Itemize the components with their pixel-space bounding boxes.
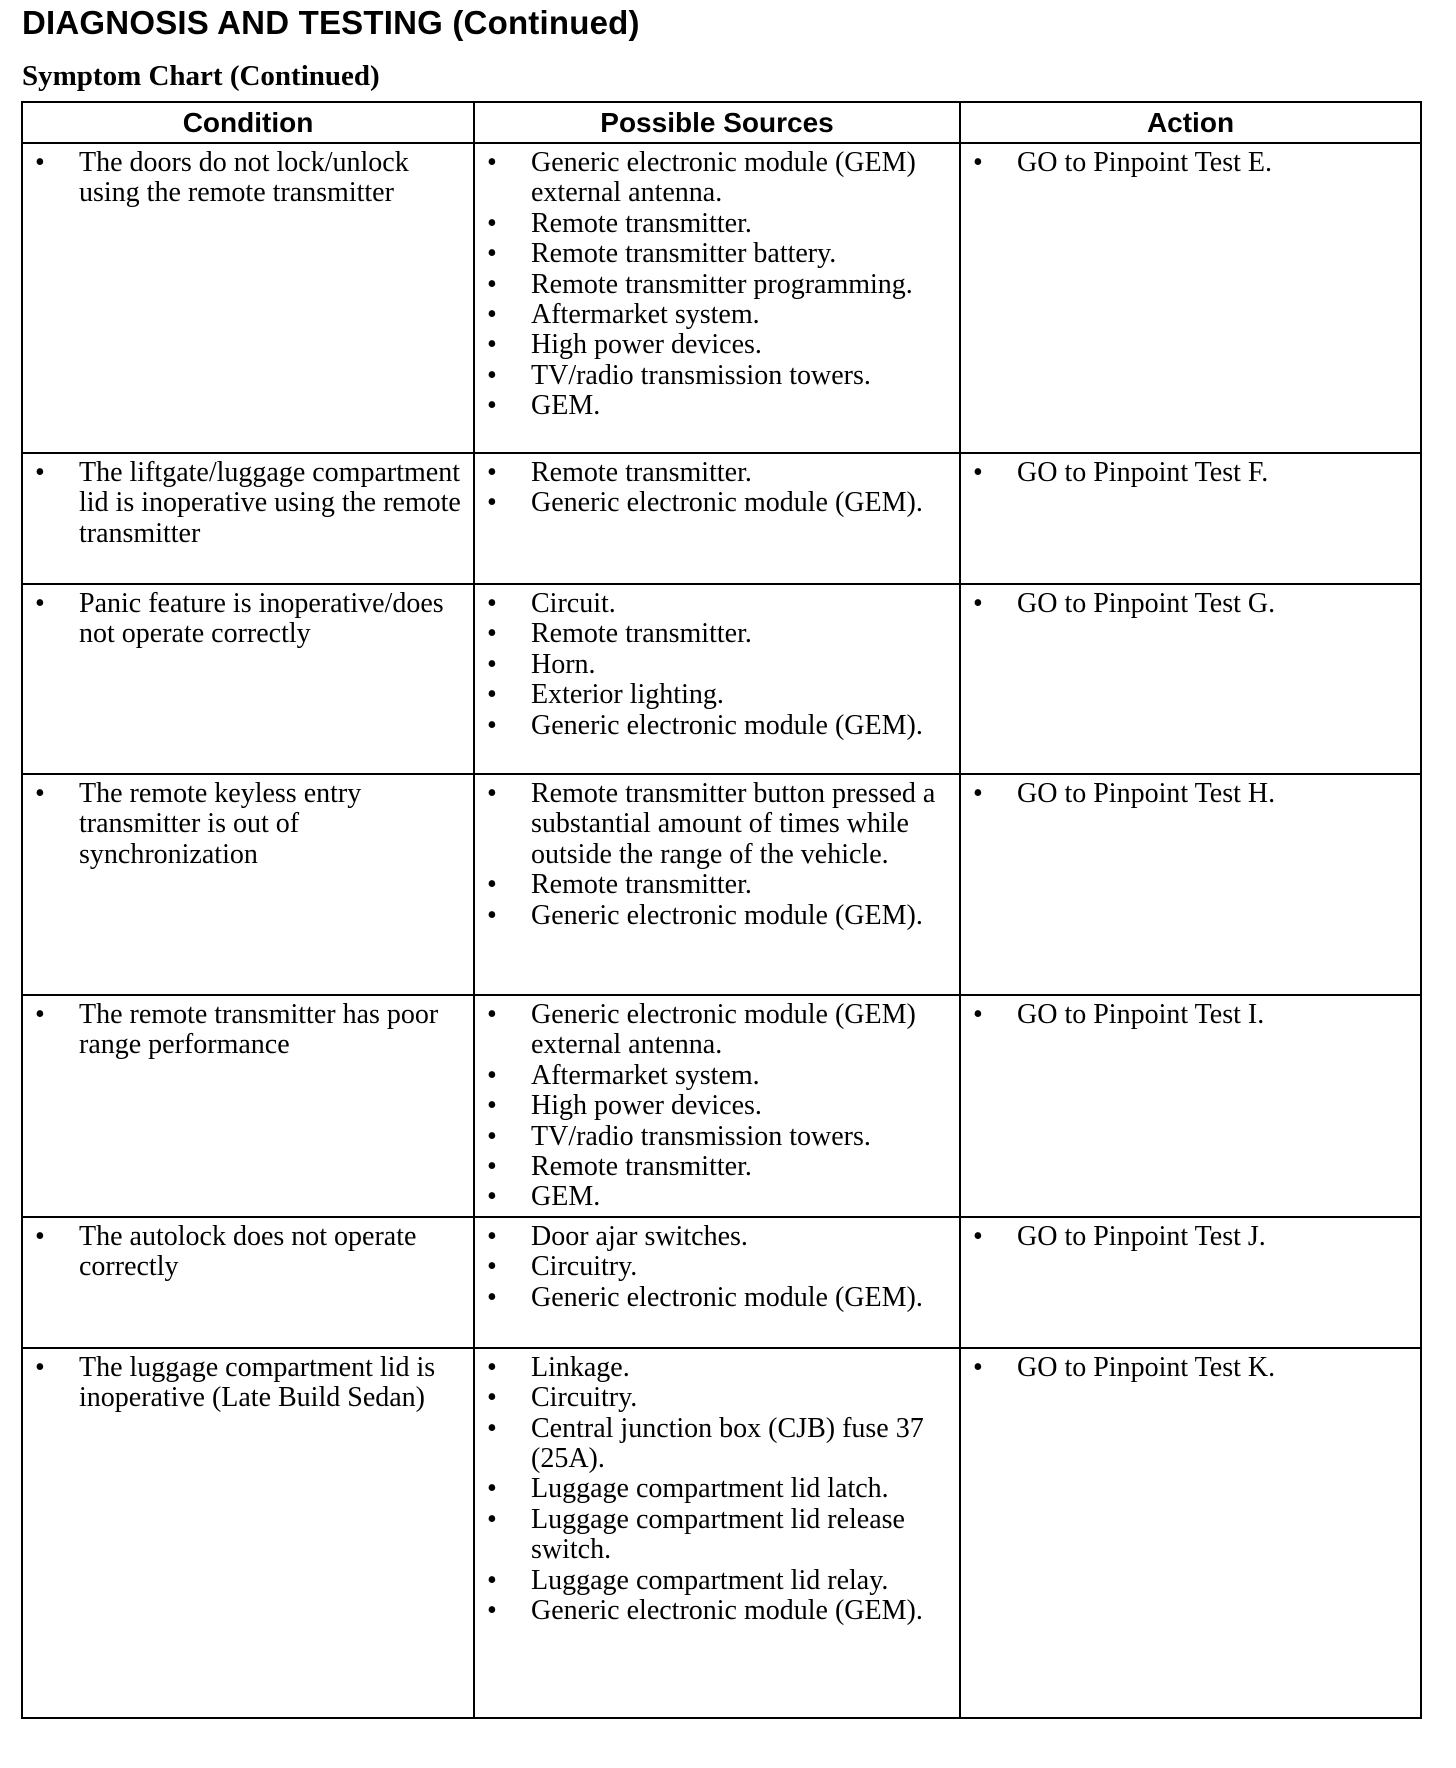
condition-item: • The luggage compartment lid is inoperative (Late Build Sedan) [35, 1353, 465, 1414]
possible-sources-cell [474, 774, 960, 995]
possible-sources-cell [474, 453, 960, 584]
possible-sources-list [487, 589, 951, 741]
possible-sources-list [487, 458, 951, 519]
action-cell [960, 774, 1421, 995]
condition-item: • The liftgate/luggage compartment lid is inoperative using the remote transmitter [35, 458, 465, 549]
action-list [973, 1000, 1412, 1030]
possible-sources-list [487, 1353, 951, 1627]
source-item: • Generic electronic module (GEM). [487, 488, 951, 518]
condition-item: • The autolock does not operate correctly [35, 1222, 465, 1283]
source-item: • Generic electronic module (GEM) external antenna. [487, 148, 951, 209]
condition-cell [22, 143, 474, 453]
source-item: • Door ajar switches. [487, 1222, 951, 1252]
source-item: • Remote transmitter. [487, 209, 951, 239]
condition-cell [22, 995, 474, 1217]
source-item: • Circuitry. [487, 1383, 951, 1413]
source-item: • Generic electronic module (GEM). [487, 1596, 951, 1626]
possible-sources-cell [474, 995, 960, 1217]
action-cell [960, 143, 1421, 453]
action-list [973, 779, 1412, 809]
action-cell [960, 1217, 1421, 1348]
source-item: • Generic electronic module (GEM). [487, 901, 951, 931]
column-header-action: Action [960, 102, 1421, 143]
condition-cell [22, 453, 474, 584]
table-row [22, 1348, 1421, 1718]
action-item: • GO to Pinpoint Test E. [973, 148, 1412, 178]
source-item: • Aftermarket system. [487, 300, 951, 330]
possible-sources-cell [474, 1348, 960, 1718]
source-item: • Aftermarket system. [487, 1061, 951, 1091]
source-item: • Remote transmitter battery. [487, 239, 951, 269]
action-list [973, 458, 1412, 488]
table-row [22, 143, 1421, 453]
action-list [973, 148, 1412, 178]
condition-cell [22, 584, 474, 774]
source-item: • Luggage compartment lid latch. [487, 1474, 951, 1504]
condition-list [35, 458, 465, 549]
source-item: • Circuitry. [487, 1252, 951, 1282]
source-item: • Luggage compartment lid relay. [487, 1566, 951, 1596]
possible-sources-list [487, 1000, 951, 1213]
action-list [973, 589, 1412, 619]
action-item: • GO to Pinpoint Test J. [973, 1222, 1412, 1252]
table-row [22, 774, 1421, 995]
source-item: • Circuit. [487, 589, 951, 619]
source-item: • Horn. [487, 650, 951, 680]
action-item: • GO to Pinpoint Test H. [973, 779, 1412, 809]
source-item: • TV/radio transmission towers. [487, 361, 951, 391]
condition-list [35, 589, 465, 650]
column-header-condition: Condition [22, 102, 474, 143]
condition-item: • The doors do not lock/unlock using the remote transmitter [35, 148, 465, 209]
condition-list [35, 1222, 465, 1283]
page-title: DIAGNOSIS AND TESTING (Continued) [22, 4, 640, 41]
source-item: • Remote transmitter. [487, 870, 951, 900]
possible-sources-cell [474, 143, 960, 453]
source-item: • Exterior lighting. [487, 680, 951, 710]
possible-sources-list [487, 148, 951, 422]
condition-list [35, 1000, 465, 1061]
source-item: • Linkage. [487, 1353, 951, 1383]
action-cell [960, 1348, 1421, 1718]
source-item: • Luggage compartment lid release switch. [487, 1505, 951, 1566]
action-list [973, 1353, 1412, 1383]
action-cell [960, 584, 1421, 774]
condition-cell [22, 1217, 474, 1348]
column-header-possible-sources: Possible Sources [474, 102, 960, 143]
table-row [22, 584, 1421, 774]
condition-list [35, 1353, 465, 1414]
source-item: • Generic electronic module (GEM). [487, 1283, 951, 1313]
table-row [22, 1217, 1421, 1348]
source-item: • Central junction box (CJB) fuse 37 (25A). [487, 1414, 951, 1475]
source-item: • Remote transmitter programming. [487, 270, 951, 300]
action-cell [960, 995, 1421, 1217]
source-item: • High power devices. [487, 1091, 951, 1121]
condition-item: • The remote keyless entry transmitter is out of synchronization [35, 779, 465, 870]
action-list [973, 1222, 1412, 1252]
table-body [22, 143, 1421, 1718]
table-header-row [22, 102, 1421, 143]
source-item: • GEM. [487, 391, 951, 421]
source-item: • Generic electronic module (GEM). [487, 711, 951, 741]
source-item: • Remote transmitter. [487, 1152, 951, 1182]
source-item: • Remote transmitter. [487, 619, 951, 649]
source-item: • Remote transmitter button pressed a substantial amount of times while outside the range of the vehicle. [487, 779, 951, 870]
table-row [22, 453, 1421, 584]
action-item: • GO to Pinpoint Test I. [973, 1000, 1412, 1030]
condition-item: • Panic feature is inoperative/does not operate correctly [35, 589, 465, 650]
action-cell [960, 453, 1421, 584]
source-item: • GEM. [487, 1182, 951, 1212]
condition-list [35, 779, 465, 870]
source-item: • Generic electronic module (GEM) external antenna. [487, 1000, 951, 1061]
condition-list [35, 148, 465, 209]
symptom-chart-table [21, 101, 1422, 1719]
possible-sources-cell [474, 584, 960, 774]
source-item: • Remote transmitter. [487, 458, 951, 488]
action-item: • GO to Pinpoint Test K. [973, 1353, 1412, 1383]
source-item: • TV/radio transmission towers. [487, 1122, 951, 1152]
condition-cell [22, 774, 474, 995]
possible-sources-list [487, 779, 951, 931]
possible-sources-cell [474, 1217, 960, 1348]
section-title: Symptom Chart (Continued) [22, 60, 380, 92]
table-row [22, 995, 1421, 1217]
possible-sources-list [487, 1222, 951, 1313]
action-item: • GO to Pinpoint Test G. [973, 589, 1412, 619]
condition-cell [22, 1348, 474, 1718]
action-item: • GO to Pinpoint Test F. [973, 458, 1412, 488]
source-item: • High power devices. [487, 330, 951, 360]
condition-item: • The remote transmitter has poor range performance [35, 1000, 465, 1061]
